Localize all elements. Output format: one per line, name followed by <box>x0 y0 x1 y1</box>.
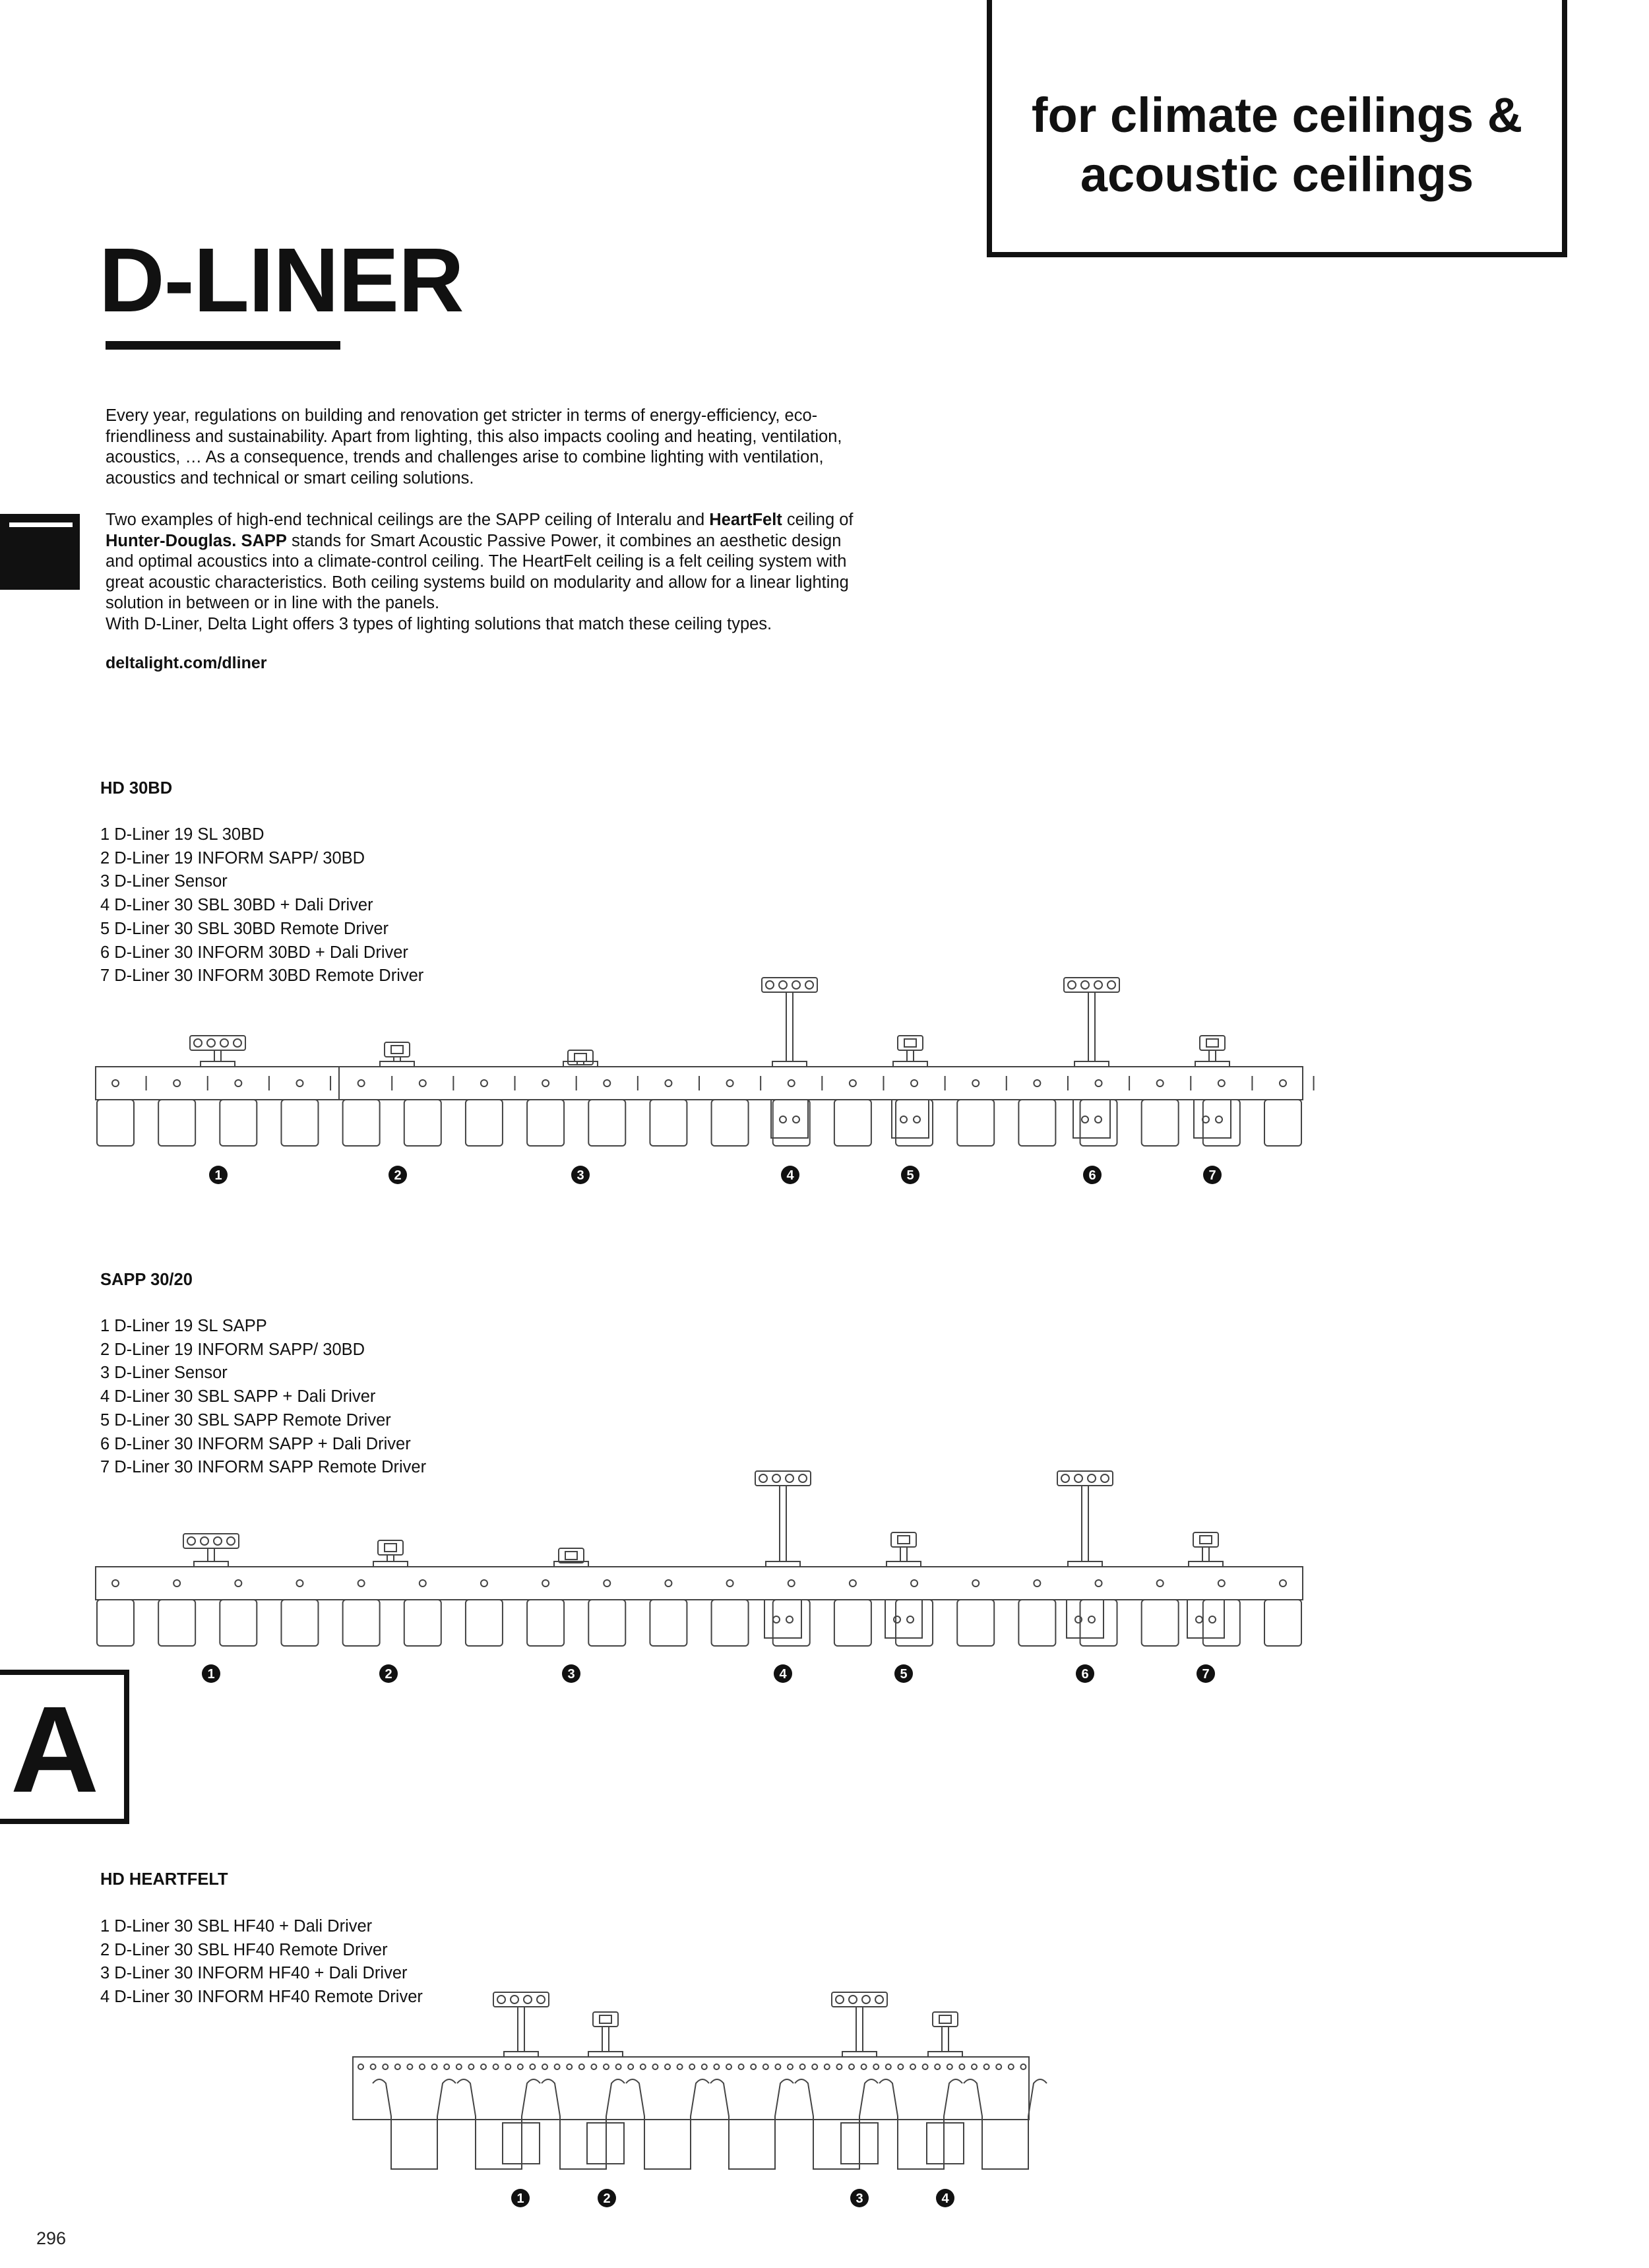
rail-hole <box>972 2064 977 2069</box>
felt-panel <box>710 2079 793 2169</box>
marker-number: 2 <box>603 2191 611 2206</box>
rail-hole <box>996 2064 1001 2069</box>
marker-number: 6 <box>1081 1667 1089 1682</box>
rail-hole <box>407 2064 412 2069</box>
connector-icon <box>524 1996 532 2003</box>
marker-number: 4 <box>779 1667 787 1682</box>
rail-hole <box>395 2064 400 2069</box>
rail-hole <box>849 2064 854 2069</box>
marker-number: 5 <box>906 1168 914 1183</box>
mount-plate <box>588 2052 623 2057</box>
driver-box-icon <box>593 2012 618 2027</box>
rail-hole <box>530 2064 535 2069</box>
rail-hole <box>886 2064 891 2069</box>
luminaire-body <box>927 2123 964 2164</box>
section-title-hd-30bd: HD 30BD <box>100 779 173 798</box>
page-number: 296 <box>36 2228 67 2248</box>
intro-text: ceiling of <box>782 511 854 529</box>
marker-number: 3 <box>567 1667 575 1682</box>
category-line-2: acoustic ceilings <box>1080 147 1474 202</box>
rail-hole <box>739 2064 744 2069</box>
list-item: 6 D-Liner 30 INFORM 30BD + Dali Driver <box>100 943 408 962</box>
list-item: 7 D-Liner 30 INFORM SAPP Remote Driver <box>100 1458 427 1477</box>
intro-text: With D-Liner, Delta Light offers 3 types of lighting solutions that match these ceiling types. <box>106 614 772 633</box>
driver-box-icon <box>493 1992 549 2007</box>
rail-hole <box>763 2064 768 2069</box>
rail-hole <box>800 2064 805 2069</box>
list-item: 4 D-Liner 30 SBL 30BD + Dali Driver <box>100 896 373 915</box>
marker-number: 1 <box>207 1667 215 1682</box>
felt-panel <box>964 2079 1047 2169</box>
rail-hole <box>812 2064 817 2069</box>
intro-text: Two examples of high-end technical ceilings are the SAPP ceiling of Interalu and <box>106 511 710 529</box>
list-item: 5 D-Liner 30 SBL SAPP Remote Driver <box>100 1410 391 1430</box>
rail-hole <box>542 2064 547 2069</box>
list-item: 3 D-Liner Sensor <box>100 872 228 891</box>
rail-hole <box>861 2064 867 2069</box>
rail-hole <box>714 2064 719 2069</box>
list-item: 1 D-Liner 19 SL SAPP <box>100 1317 267 1335</box>
rail-hole <box>947 2064 952 2069</box>
connector-icon <box>939 2015 951 2023</box>
rail-hole <box>898 2064 903 2069</box>
rail-hole <box>383 2064 388 2069</box>
rail-hole <box>640 2064 646 2069</box>
section-title-sapp-30-20: SAPP 30/20 <box>100 1271 193 1289</box>
rail-hole <box>873 2064 879 2069</box>
list-item: 4 D-Liner 30 INFORM HF40 Remote Driver <box>100 1988 423 2007</box>
rail-hole <box>616 2064 621 2069</box>
diagram-artwork <box>353 1992 1047 2169</box>
rail-hole <box>604 2064 609 2069</box>
rail-hole <box>371 2064 376 2069</box>
rail-hole <box>959 2064 964 2069</box>
connector-icon <box>836 1996 844 2003</box>
felt-panel <box>626 2079 709 2169</box>
mount-plate <box>504 2052 538 2057</box>
marker-number: 6 <box>1088 1168 1096 1183</box>
rail-hole <box>702 2064 707 2069</box>
connector-icon <box>537 1996 545 2003</box>
rail-hole <box>432 2064 437 2069</box>
marker-number: 4 <box>786 1168 794 1183</box>
marker-number: 2 <box>394 1168 402 1183</box>
product-title: D-LINER <box>99 230 464 331</box>
rail-hole <box>579 2064 584 2069</box>
rail-hole <box>824 2064 830 2069</box>
rail-hole <box>751 2064 756 2069</box>
rail-hole <box>689 2064 695 2069</box>
connector-icon <box>862 1996 870 2003</box>
list-item: 2 D-Liner 19 INFORM SAPP/ 30BD <box>100 848 365 867</box>
rail-hole <box>481 2064 486 2069</box>
rail-hole <box>493 2064 499 2069</box>
section-title-hd-heartfelt: HD HEARTFELT <box>100 1870 228 1889</box>
rail-hole <box>726 2064 731 2069</box>
marker-number: 4 <box>941 2191 949 2206</box>
rail-hole <box>836 2064 842 2069</box>
intro-emphasis: Hunter-Douglas. <box>106 531 237 550</box>
rail-hole <box>420 2064 425 2069</box>
intro-emphasis: HeartFelt <box>709 511 782 529</box>
list-item: 3 D-Liner Sensor <box>100 1364 228 1383</box>
rail-hole <box>775 2064 780 2069</box>
rail-hole <box>652 2064 658 2069</box>
list-item: 6 D-Liner 30 INFORM SAPP + Dali Driver <box>100 1434 411 1453</box>
list-item: 3 D-Liner 30 INFORM HF40 + Dali Driver <box>100 1964 408 1983</box>
marker-number: 7 <box>1202 1667 1210 1682</box>
marker-number: 2 <box>385 1667 392 1682</box>
connector-icon <box>497 1996 505 2003</box>
list-item: 5 D-Liner 30 SBL 30BD Remote Driver <box>100 919 389 938</box>
rail-hole <box>788 2064 793 2069</box>
felt-panel <box>373 2079 456 2169</box>
rail-hole <box>1009 2064 1014 2069</box>
rail-hole <box>518 2064 523 2069</box>
product-link[interactable]: deltalight.com/dliner <box>106 654 267 672</box>
rail-hole <box>923 2064 928 2069</box>
list-item: 4 D-Liner 30 SBL SAPP + Dali Driver <box>100 1387 376 1406</box>
felt-panel <box>879 2079 962 2169</box>
intro-paragraph-1: Every year, regulations on building and renovation get stricter in terms of energy-efficiency, eco-friendliness and sustainability. Apart from lighting, this also impacts cooling and heating, ventilation, acoustics, … As a consequence, trends and challenges arise to combine lighting with ventilation, acoustics and technical or smart ceiling solutions. <box>106 406 842 488</box>
rail-hole <box>555 2064 560 2069</box>
rail-hole <box>665 2064 670 2069</box>
marker-number: 3 <box>576 1168 584 1183</box>
connector-icon <box>600 2015 611 2023</box>
marker-number: 1 <box>214 1168 222 1183</box>
mount-plate <box>842 2052 877 2057</box>
rail-hole <box>910 2064 916 2069</box>
connector-icon <box>511 1996 518 2003</box>
marker-number: 1 <box>516 2191 524 2206</box>
rail-hole <box>358 2064 363 2069</box>
list-item: 7 D-Liner 30 INFORM 30BD Remote Driver <box>100 966 424 986</box>
rail-hole <box>591 2064 596 2069</box>
mount-plate <box>928 2052 962 2057</box>
chapter-letter: A <box>10 1682 100 1818</box>
category-line-1: for climate ceilings & <box>1031 88 1523 142</box>
connector-icon <box>849 1996 857 2003</box>
intro-emphasis: SAPP <box>241 531 287 550</box>
driver-box-icon <box>933 2012 958 2027</box>
list-item: 2 D-Liner 19 INFORM SAPP/ 30BD <box>100 1340 365 1359</box>
rail-hole <box>984 2064 989 2069</box>
rail-hole <box>456 2064 462 2069</box>
intro-text: stands for Smart Acoustic Passive Power, it combines an aesthetic design and optimal acoustics into a climate-control ceiling. The HeartFelt ceiling is a felt ceiling system with great acoustic characteristics. Both ceiling systems build on modularity and allow for a linear lighting solution in between or in line with the panels. <box>106 531 849 612</box>
felt-panel <box>795 2079 878 2169</box>
rail-hole <box>444 2064 449 2069</box>
list-item: 2 D-Liner 30 SBL HF40 Remote Driver <box>100 1940 388 1959</box>
rail-hole <box>468 2064 474 2069</box>
diagram-markers <box>511 2189 954 2207</box>
list-item: 1 D-Liner 30 SBL HF40 + Dali Driver <box>100 1917 373 1936</box>
felt-panel <box>457 2079 540 2169</box>
rail-hole <box>628 2064 633 2069</box>
marker-number: 7 <box>1208 1168 1216 1183</box>
list-item: 1 D-Liner 19 SL 30BD <box>100 825 264 844</box>
marker-number: 3 <box>856 2191 863 2206</box>
rail-hole <box>505 2064 511 2069</box>
marker-number: 5 <box>900 1667 908 1682</box>
rail-hole <box>1020 2064 1026 2069</box>
rail-hole <box>677 2064 683 2069</box>
connector-icon <box>875 1996 883 2003</box>
driver-box-icon <box>832 1992 887 2007</box>
felt-panel <box>542 2079 625 2169</box>
rail-hole <box>567 2064 572 2069</box>
rail-hole <box>935 2064 940 2069</box>
